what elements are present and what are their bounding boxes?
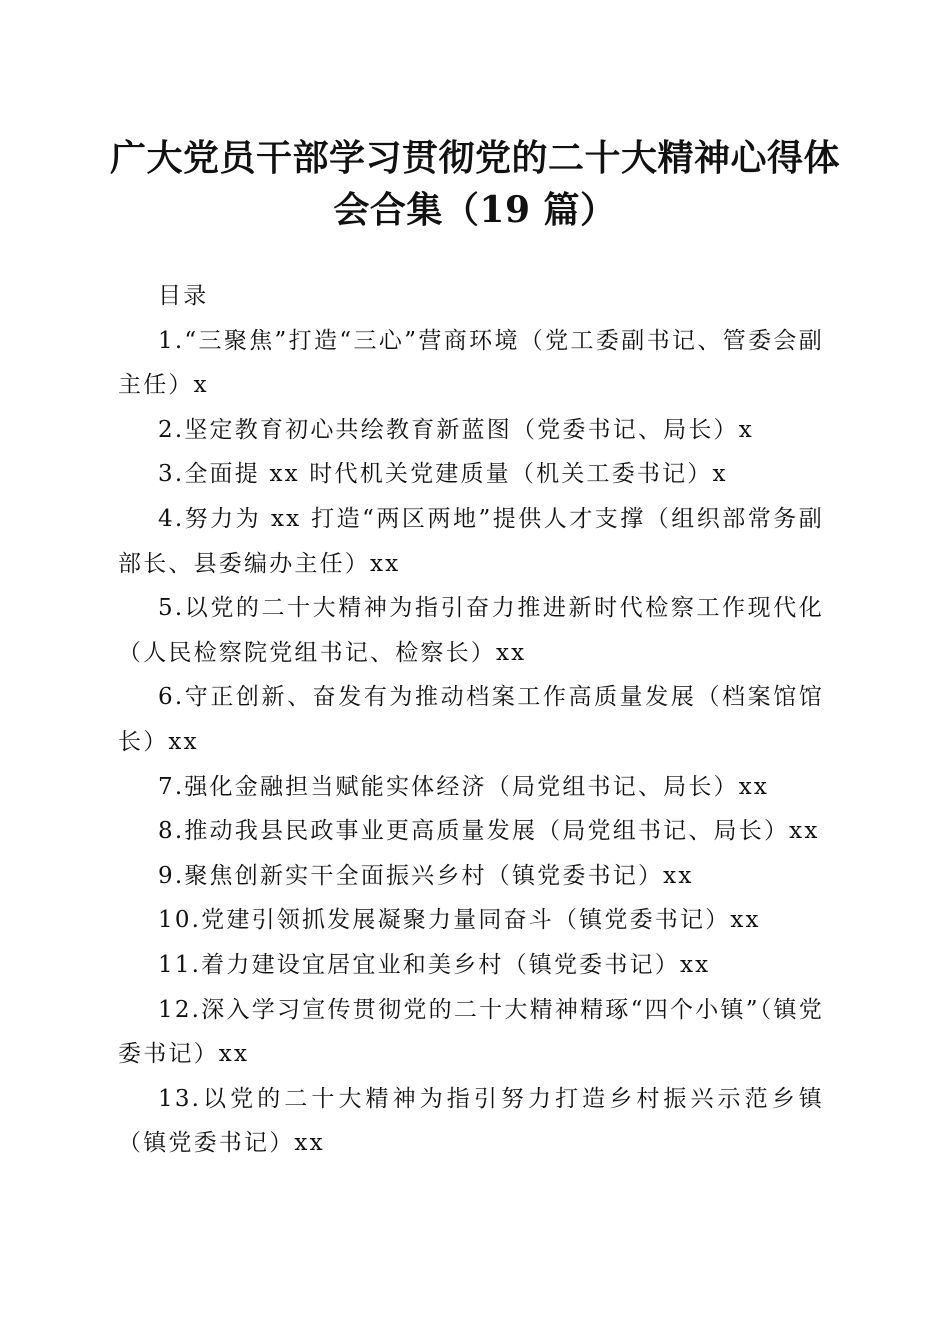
- toc-heading: 目录: [158, 283, 209, 309]
- document-title: [110, 132, 840, 236]
- title-line-2: 会合集（19 篇）: [333, 189, 617, 231]
- toc-item: 7.强化金融担当赋能实体经济（局党组书记、局长）xx: [158, 773, 770, 800]
- toc-item: 12.深入学习宣传贯彻党的二十大精神精琢“四个小镇”（镇党委书记）xx: [118, 996, 824, 1068]
- toc-item: 4.努力为 xx 打造“两区两地”提供人才支撑（组织部常务副部长、县委编办主任）xx: [118, 505, 824, 577]
- toc-item: 8.推动我县民政事业更高质量发展（局党组书记、局长）xx: [158, 818, 820, 845]
- toc-item: 11.着力建设宜居宜业和美乡村（镇党委书记）xx: [158, 951, 711, 978]
- toc-item: 6.守正创新、奋发有为推动档案工作高质量发展（档案馆馆长）xx: [118, 684, 824, 755]
- title-line-1: 广大党员干部学习贯彻党的二十大精神心得体: [110, 137, 841, 179]
- toc-item: 3.全面提 xx 时代机关党建质量（机关工委书记）x: [158, 461, 728, 488]
- toc-item: 1.“三聚焦”打造“三心”营商环境（党工委副书记、管委会副主任）x: [118, 327, 824, 399]
- toc-item: 5.以党的二十大精神为指引奋力推进新时代检察工作现代化（人民检察院党组书记、检察长）xx: [118, 595, 824, 666]
- toc-item: 13.以党的二十大精神为指引努力打造乡村振兴示范乡镇（镇党委书记）xx: [118, 1085, 824, 1157]
- toc-item: 9.聚焦创新实干全面振兴乡村（镇党委书记）xx: [158, 862, 694, 889]
- table-of-contents: [118, 274, 824, 1166]
- toc-item: 2.坚定教育初心共绘教育新蓝图（党委书记、局长）x: [158, 416, 754, 443]
- toc-item: 10.党建引领抓发展凝聚力量同奋斗（镇党委书记）xx: [158, 907, 761, 934]
